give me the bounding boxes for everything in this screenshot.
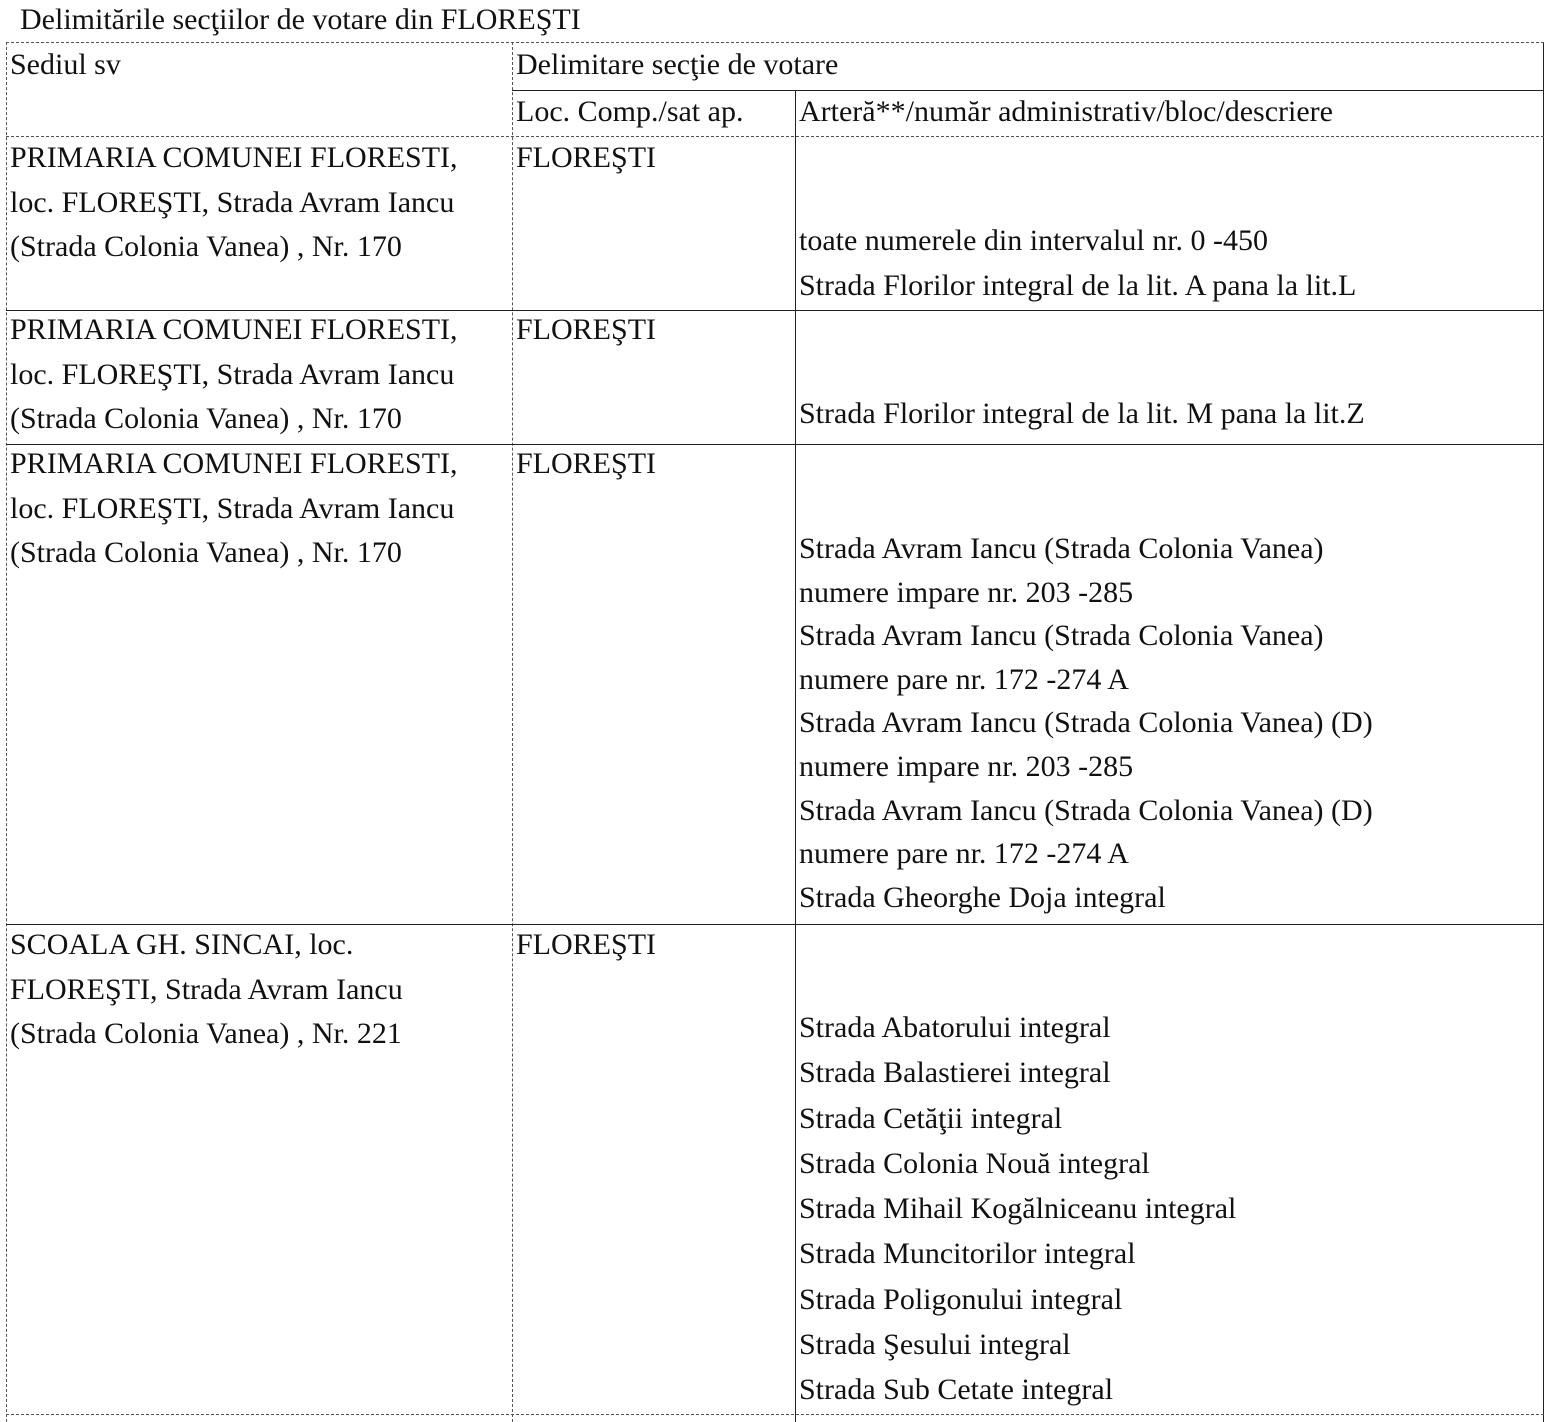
table-row-2-sediu — [10, 308, 458, 442]
artera-line: Strada Colonia Nouă integral — [799, 1146, 1150, 1180]
sediu-line: (Strada Colonia Vanea) , Nr. 170 — [10, 402, 402, 435]
header-artera: Arteră**/număr administrativ/bloc/descriere — [799, 95, 1333, 128]
artera-line: Strada Şesului integral — [799, 1328, 1071, 1362]
table-row-3-sediu — [10, 442, 458, 576]
sediu-line: PRIMARIA COMUNEI FLORESTI, — [10, 313, 458, 346]
artera-line: Strada Gheorghe Doja integral — [799, 880, 1166, 914]
artera-line: numere pare nr. 172 -274 A — [799, 662, 1129, 696]
artera-line: Strada Avram Iancu (Strada Colonia Vanea) (D) — [799, 793, 1373, 827]
localitate-text: FLOREŞTI — [516, 928, 657, 961]
localitate-text: FLOREŞTI — [516, 141, 657, 174]
localitate-text: FLOREŞTI — [516, 313, 657, 346]
left-border — [6, 42, 7, 1422]
sediu-line: loc. FLOREŞTI, Strada Avram Iancu — [10, 357, 455, 391]
table-row-2-artere — [799, 392, 1365, 437]
artera-line: Strada Avram Iancu (Strada Colonia Vanea) — [799, 532, 1324, 565]
artera-line: Strada Poligonului integral — [799, 1282, 1123, 1316]
artera-line: numere impare nr. 203 -285 — [799, 575, 1134, 609]
artera-line: numere pare nr. 172 -274 A — [799, 837, 1129, 871]
sediu-line: PRIMARIA COMUNEI FLORESTI, — [10, 141, 458, 174]
document-title: Delimitările secţiilor de votare din FLOREŞTI — [20, 3, 581, 36]
table-row-2-localitate — [516, 308, 656, 353]
table-row-1-localitate — [516, 136, 656, 181]
table-row-4-sediu — [10, 923, 403, 1057]
artera-line: numere impare nr. 203 -285 — [799, 749, 1134, 783]
sediu-line: (Strada Colonia Vanea) , Nr. 170 — [10, 536, 402, 569]
artera-line: Strada Florilor integral de la lit. M pana la lit.Z — [799, 397, 1365, 430]
artera-line: Strada Avram Iancu (Strada Colonia Vanea) (D) — [799, 706, 1373, 740]
artera-line: Strada Cetăţii integral — [799, 1101, 1063, 1135]
artera-line: toate numerele din intervalul nr. 0 -450 — [799, 224, 1269, 257]
header-delimitare-group: Delimitare secţie de votare — [516, 48, 839, 81]
header-localitate: Loc. Comp./sat ap. — [516, 95, 744, 128]
header-sediul-sv: Sediul sv — [10, 48, 121, 81]
table-row-1-sediu — [10, 136, 458, 270]
sediu-line: (Strada Colonia Vanea) , Nr. 221 — [10, 1017, 402, 1050]
row-4-bottom-border — [6, 1414, 1544, 1415]
table-row-3-artere — [799, 527, 1373, 919]
artera-line: Strada Muncitorilor integral — [799, 1237, 1136, 1271]
sediu-line: PRIMARIA COMUNEI FLORESTI, — [10, 447, 458, 480]
sediu-line: loc. FLOREŞTI, Strada Avram Iancu — [10, 491, 455, 525]
artera-line: Strada Abatorului integral — [799, 1011, 1111, 1044]
column-divider-2 — [795, 90, 796, 1422]
table-row-4-artere — [799, 1005, 1236, 1413]
localitate-text: FLOREŞTI — [516, 447, 657, 480]
table-row-1-artere — [799, 219, 1356, 308]
table-row-4-localitate — [516, 923, 656, 968]
column-divider-1 — [512, 42, 513, 1422]
sediu-line: loc. FLOREŞTI, Strada Avram Iancu — [10, 185, 455, 219]
sediu-line: FLOREŞTI, Strada Avram Iancu — [10, 972, 403, 1006]
artera-line: Strada Balastierei integral — [799, 1056, 1111, 1090]
table-row-3-localitate — [516, 442, 656, 487]
artera-line: Strada Florilor integral de la lit. A pana la lit.L — [799, 268, 1357, 302]
artera-line: Strada Mihail Kogălniceanu integral — [799, 1192, 1237, 1226]
artera-line: Strada Avram Iancu (Strada Colonia Vanea) — [799, 619, 1324, 653]
sediu-line: (Strada Colonia Vanea) , Nr. 170 — [10, 230, 402, 263]
right-border — [1543, 42, 1544, 1422]
sediu-line: SCOALA GH. SINCAI, loc. — [10, 928, 354, 961]
artera-line: Strada Sub Cetate integral — [799, 1373, 1114, 1407]
